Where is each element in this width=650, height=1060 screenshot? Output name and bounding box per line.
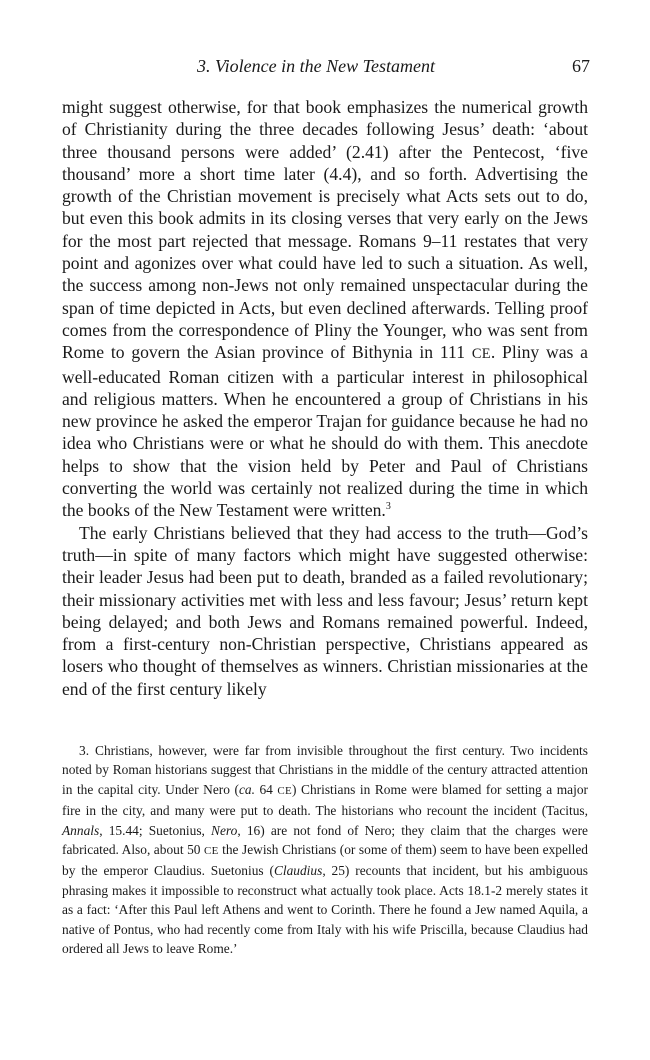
- footnote-text-4: , 15.44; Suetonius,: [99, 822, 212, 838]
- footnote-number: 3.: [79, 743, 90, 758]
- running-title-text: 3. Violence in the New Testament: [197, 56, 435, 76]
- paragraph-1-part-a: might suggest otherwise, for that book emphasizes the numerical growth of Christianity during the three decades following Jesus’ death: ‘about three thousand persons were added’ (2.41) after the Pentecost, ‘five thousand’ more a short time later (4.4), and so forth. Advertising the growth of the Christian movement is precisely what Acts sets out to do, but even this book admits in its closing verses that very early on the Jews for the most part rejected that message. Romans 9–11 restates that very point and agonizes over what could have led to such a situation. As well, the success among non-Jews not only remained unspectacular during the span of time depicted in Acts, but even declined afterwards. Telling proof comes from the correspondence of Pliny the Younger, who was sent from Rome to govern the Asian province of Bithynia in 111: [62, 97, 588, 363]
- footnote-era-2: CE: [203, 845, 219, 858]
- footnote-title-claudius: Claudius: [273, 863, 323, 879]
- footnote-3: [62, 741, 588, 958]
- footnote-text-2: 64: [254, 781, 278, 797]
- footnote-era-1: CE: [277, 784, 293, 797]
- footnote-text-6: the Jewish Christians (or some of them) seem to have been expelled by the emperor Claudius. Suetonius (: [62, 842, 589, 879]
- footnote-ref[interactable]: 3: [385, 501, 391, 513]
- running-header: [62, 56, 590, 82]
- paragraph-1: [62, 96, 588, 522]
- footnote-circa: ca.: [238, 781, 255, 797]
- footnote-text-7: , 25) recounts that incident, but his ambiguous phrasing makes it impossible to reconstruct what actually took place. Acts 18.1-2 merely states it as a fact: ‘After this Paul left Athens and went to Corinth. There he found a Jew named Aquila, a native of Pontus, who had recently come from Italy with his wife Priscilla, because Claudius had ordered all Jews to leave Rome.’: [62, 863, 589, 957]
- paragraph-2: The early Christians believed that they had access to the truth—God’s truth—in spite of many factors which might have suggested otherwise: their leader Jesus had been put to death, branded as a failed revolutionary; their missionary activities met with less and less favour; Jesus’ return kept being delayed; and both Jews and Romans remained powerful. Indeed, from a first-century non-Christian perspective, Christians appeared as losers who thought of themselves as winners. Christian missionaries at the end of the first century likely: [62, 522, 588, 699]
- footnote-text-5: , 16) are not fond of Nero; they claim that the charges were fabricated. Also, about 50: [62, 822, 588, 858]
- footnote-text-3: ) Christians in Rome were blamed for setting a major fire in the city, and many were put to death. The historians who recount the incident (Tacitus,: [62, 781, 588, 819]
- footnote-title-nero: Nero: [211, 822, 238, 838]
- paragraph-1-part-b: . Pliny was a well-educated Roman citizen with a particular interest in philosophical and religious matters. When he encountered a group of Christians in his new province he asked the emperor Trajan for guidance because he had no idea who Christians were or what he should do with them. This anecdote helps to show that the vision held by Peter and Paul of Christians converting the world was certainly not realized during the time in which the books of the New Testament were written.: [62, 342, 588, 521]
- footnote-title-annals: Annals: [62, 822, 100, 838]
- page-number: 67: [572, 56, 590, 76]
- main-text: [62, 96, 588, 700]
- era-abbrev: CE: [471, 346, 491, 363]
- running-title: [62, 56, 590, 77]
- footnote-text-1: Christians, however, were far from invisible throughout the first century. Two incidents noted by Roman historians suggest that Christians in the middle of the century attracted attention in the capital city. Under Nero (: [62, 743, 588, 797]
- footnotes: [62, 741, 588, 958]
